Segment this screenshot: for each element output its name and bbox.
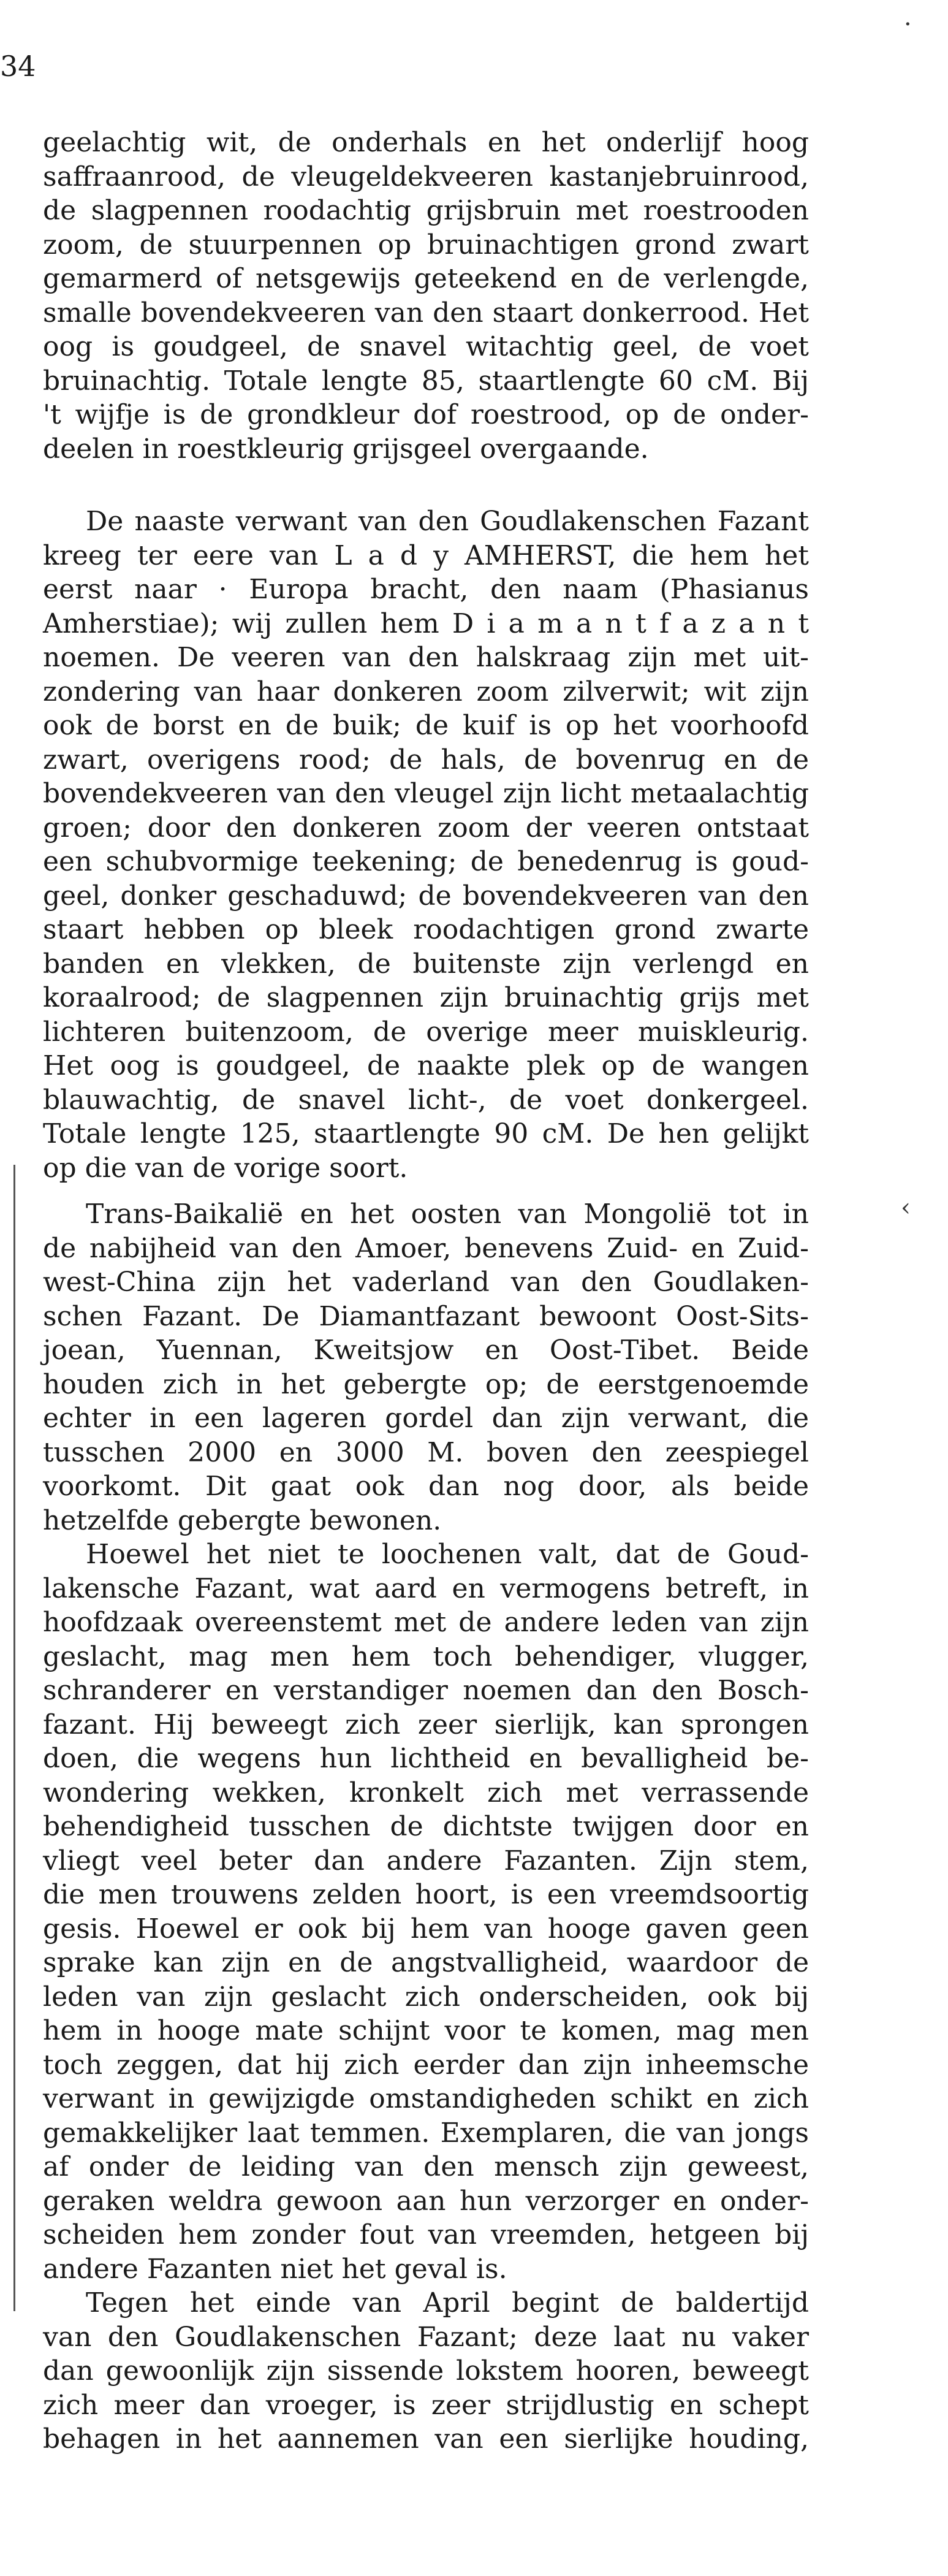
text-line: Hoewel het niet te loochenen valt, dat de Goud- <box>86 1539 809 1570</box>
text-line: Het oog is goudgeel, de naakte plek op de wangen <box>43 1050 809 1081</box>
paragraph-4 <box>43 1538 809 2286</box>
text-line: geelachtig wit, de onderhals en het onderlijf hoog <box>43 127 809 158</box>
text-line: leden van zijn geslacht zich onderscheiden, ook bij <box>43 1981 809 2013</box>
text-line: voorkomt. Dit gaat ook dan nog door, als beide <box>43 1471 809 1502</box>
text-line: echter in een lageren gordel dan zijn verwant, die <box>43 1403 809 1434</box>
text-line: bovendekveeren van den vleugel zijn licht metaalachtig <box>43 778 809 809</box>
text-line: geel, donker geschaduwd; de bovendekveeren van den <box>43 880 809 912</box>
left-margin-rule <box>13 1165 15 2311</box>
text-line: Amherstiae); wij zullen hem D i a m a n t f a z a n t <box>43 608 809 639</box>
text-line: tusschen 2000 en 3000 M. boven den zeespiegel <box>43 1436 809 1468</box>
text-line: hem in hooge mate schijnt voor te komen, mag men <box>43 2015 809 2046</box>
text-line: oog is goudgeel, de snavel witachtig geel, de voet <box>43 331 809 362</box>
paragraph-1 <box>43 126 809 466</box>
text-line: smalle bovendekveeren van den staart donkerrood. Het <box>43 297 809 329</box>
text-line: hoofdzaak overeenstemt met de andere leden van zijn <box>43 1607 809 1638</box>
text-line: wondering wekken, kronkelt zich met verrassende <box>43 1777 809 1808</box>
text-line: deelen in roestkleurig grijsgeel overgaande. <box>43 433 649 465</box>
text-line: koraalrood; de slagpennen zijn bruinachtig grijs met <box>43 982 809 1013</box>
text-line: van den Goudlakenschen Fazant; deze laat nu vaker <box>43 2321 809 2353</box>
text-line: scheiden hem zonder fout van vreemden, hetgeen bij <box>43 2219 809 2250</box>
text-line: hetzelfde gebergte bewonen. <box>43 1504 442 1536</box>
text-line: 't wijfje is de grondkleur dof roestrood, op de onder- <box>43 399 809 430</box>
text-line: vliegt veel beter dan andere Fazanten. Zijn stem, <box>43 1845 809 1877</box>
text-line: verwant in gewijzigde omstandigheden schikt en zich <box>43 2083 809 2114</box>
text-line: schen Fazant. De Diamantfazant bewoont Oost-Sits- <box>43 1300 809 1332</box>
text-line: houden zich in het gebergte op; de eerstgenoemde <box>43 1368 809 1400</box>
text-line: een schubvormige teekening; de benedenrug is goud- <box>43 846 809 877</box>
text-line: op die van de vorige soort. <box>43 1152 408 1184</box>
text-line: zoom, de stuurpennen op bruinachtigen grond zwart <box>43 229 809 261</box>
text-line: de nabijheid van den Amoer, benevens Zuid- en Zuid- <box>43 1232 809 1264</box>
text-line: fazant. Hij beweegt zich zeer sierlijk, kan sprongen <box>43 1709 809 1740</box>
text-line: zwart, overigens rood; de hals, de bovenrug en de <box>43 744 809 775</box>
text-line: blauwachtig, de snavel licht-, de voet donkergeel. <box>43 1084 809 1116</box>
margin-dot: · <box>904 10 912 39</box>
text-line: Totale lengte 125, staartlengte 90 cM. De hen gelijkt <box>43 1118 809 1149</box>
text-line: gemakkelijker laat temmen. Exemplaren, die van jongs <box>43 2117 809 2149</box>
text-line: groen; door den donkeren zoom der veeren ontstaat <box>43 812 809 844</box>
text-line: eerst naar · Europa bracht, den naam (Phasianus <box>43 574 809 605</box>
text-line: die men trouwens zelden hoort, is een vreemdsoortig <box>43 1879 809 1910</box>
text-line: dan gewoonlijk zijn sissende lokstem hooren, beweegt <box>43 2355 809 2387</box>
text-line: lakensche Fazant, wat aard en vermogens betreft, in <box>43 1572 809 1604</box>
text-line: sprake kan zijn en de angstvalligheid, waardoor de <box>43 1947 809 1978</box>
text-line: noemen. De veeren van den halskraag zijn met uit- <box>43 642 809 673</box>
text-line: Trans-Baikalië en het oosten van Mongolië tot in <box>86 1198 809 1230</box>
text-line: af onder de leiding van den mensch zijn geweest, <box>43 2151 809 2182</box>
text-line: zondering van haar donkeren zoom zilverwit; wit zijn <box>43 676 809 707</box>
text-line: joean, Yuennan, Kweitsjow en Oost-Tibet. Beide <box>43 1335 809 1366</box>
text-line: gemarmerd of netsgewijs geteekend en de verlengde, <box>43 263 809 294</box>
text-line: ook de borst en de buik; de kuif is op het voorhoofd <box>43 710 809 741</box>
text-line: gesis. Hoewel er ook bij hem van hooge gaven geen <box>43 1913 809 1945</box>
paragraph-3 <box>43 1197 809 1538</box>
text-line: kreeg ter eere van L a d y AMHERST, die hem het <box>43 539 809 571</box>
text-line: lichteren buitenzoom, de overige meer muiskleurig. <box>43 1016 809 1048</box>
text-line: geraken weldra gewoon aan hun verzorger en onder- <box>43 2185 809 2217</box>
text-line: behagen in het aannemen van een sierlijke houding, <box>43 2423 809 2455</box>
paragraph-5 <box>43 2286 809 2456</box>
text-line: De naaste verwant van den Goudlakenschen Fazant <box>86 506 809 537</box>
page-number: 34 <box>0 50 36 83</box>
text-line: staart hebben op bleek roodachtigen grond zwarte <box>43 914 809 945</box>
text-line: bruinachtig. Totale lengte 85, staartlengte 60 cM. Bij <box>43 365 809 397</box>
paragraph-2 <box>43 505 809 1185</box>
text-line: geslacht, mag men hem toch behendiger, vlugger, <box>43 1640 809 1672</box>
text-line: de slagpennen roodachtig grijsbruin met roestrooden <box>43 195 809 226</box>
text-line: west-China zijn het vaderland van den Goudlaken- <box>43 1267 809 1298</box>
text-line: toch zeggen, dat hij zich eerder dan zijn inheemsche <box>43 2049 809 2081</box>
text-line: andere Fazanten niet het geval is. <box>43 2253 507 2285</box>
margin-marker: ‹ <box>901 1194 911 1222</box>
text-line: behendigheid tusschen de dichtste twijgen door en <box>43 1811 809 1842</box>
text-line: Tegen het einde van April begint de baldertijd <box>86 2287 809 2319</box>
text-line: saffraanrood, de vleugeldekveeren kastanjebruinrood, <box>43 161 809 192</box>
text-line: banden en vlekken, de buitenste zijn verlengd en <box>43 948 809 980</box>
text-line: schranderer en verstandiger noemen dan den Bosch- <box>43 1675 809 1706</box>
text-line: doen, die wegens hun lichtheid en bevalligheid be- <box>43 1743 809 1774</box>
text-line: zich meer dan vroeger, is zeer strijdlustig en schept <box>43 2389 809 2421</box>
